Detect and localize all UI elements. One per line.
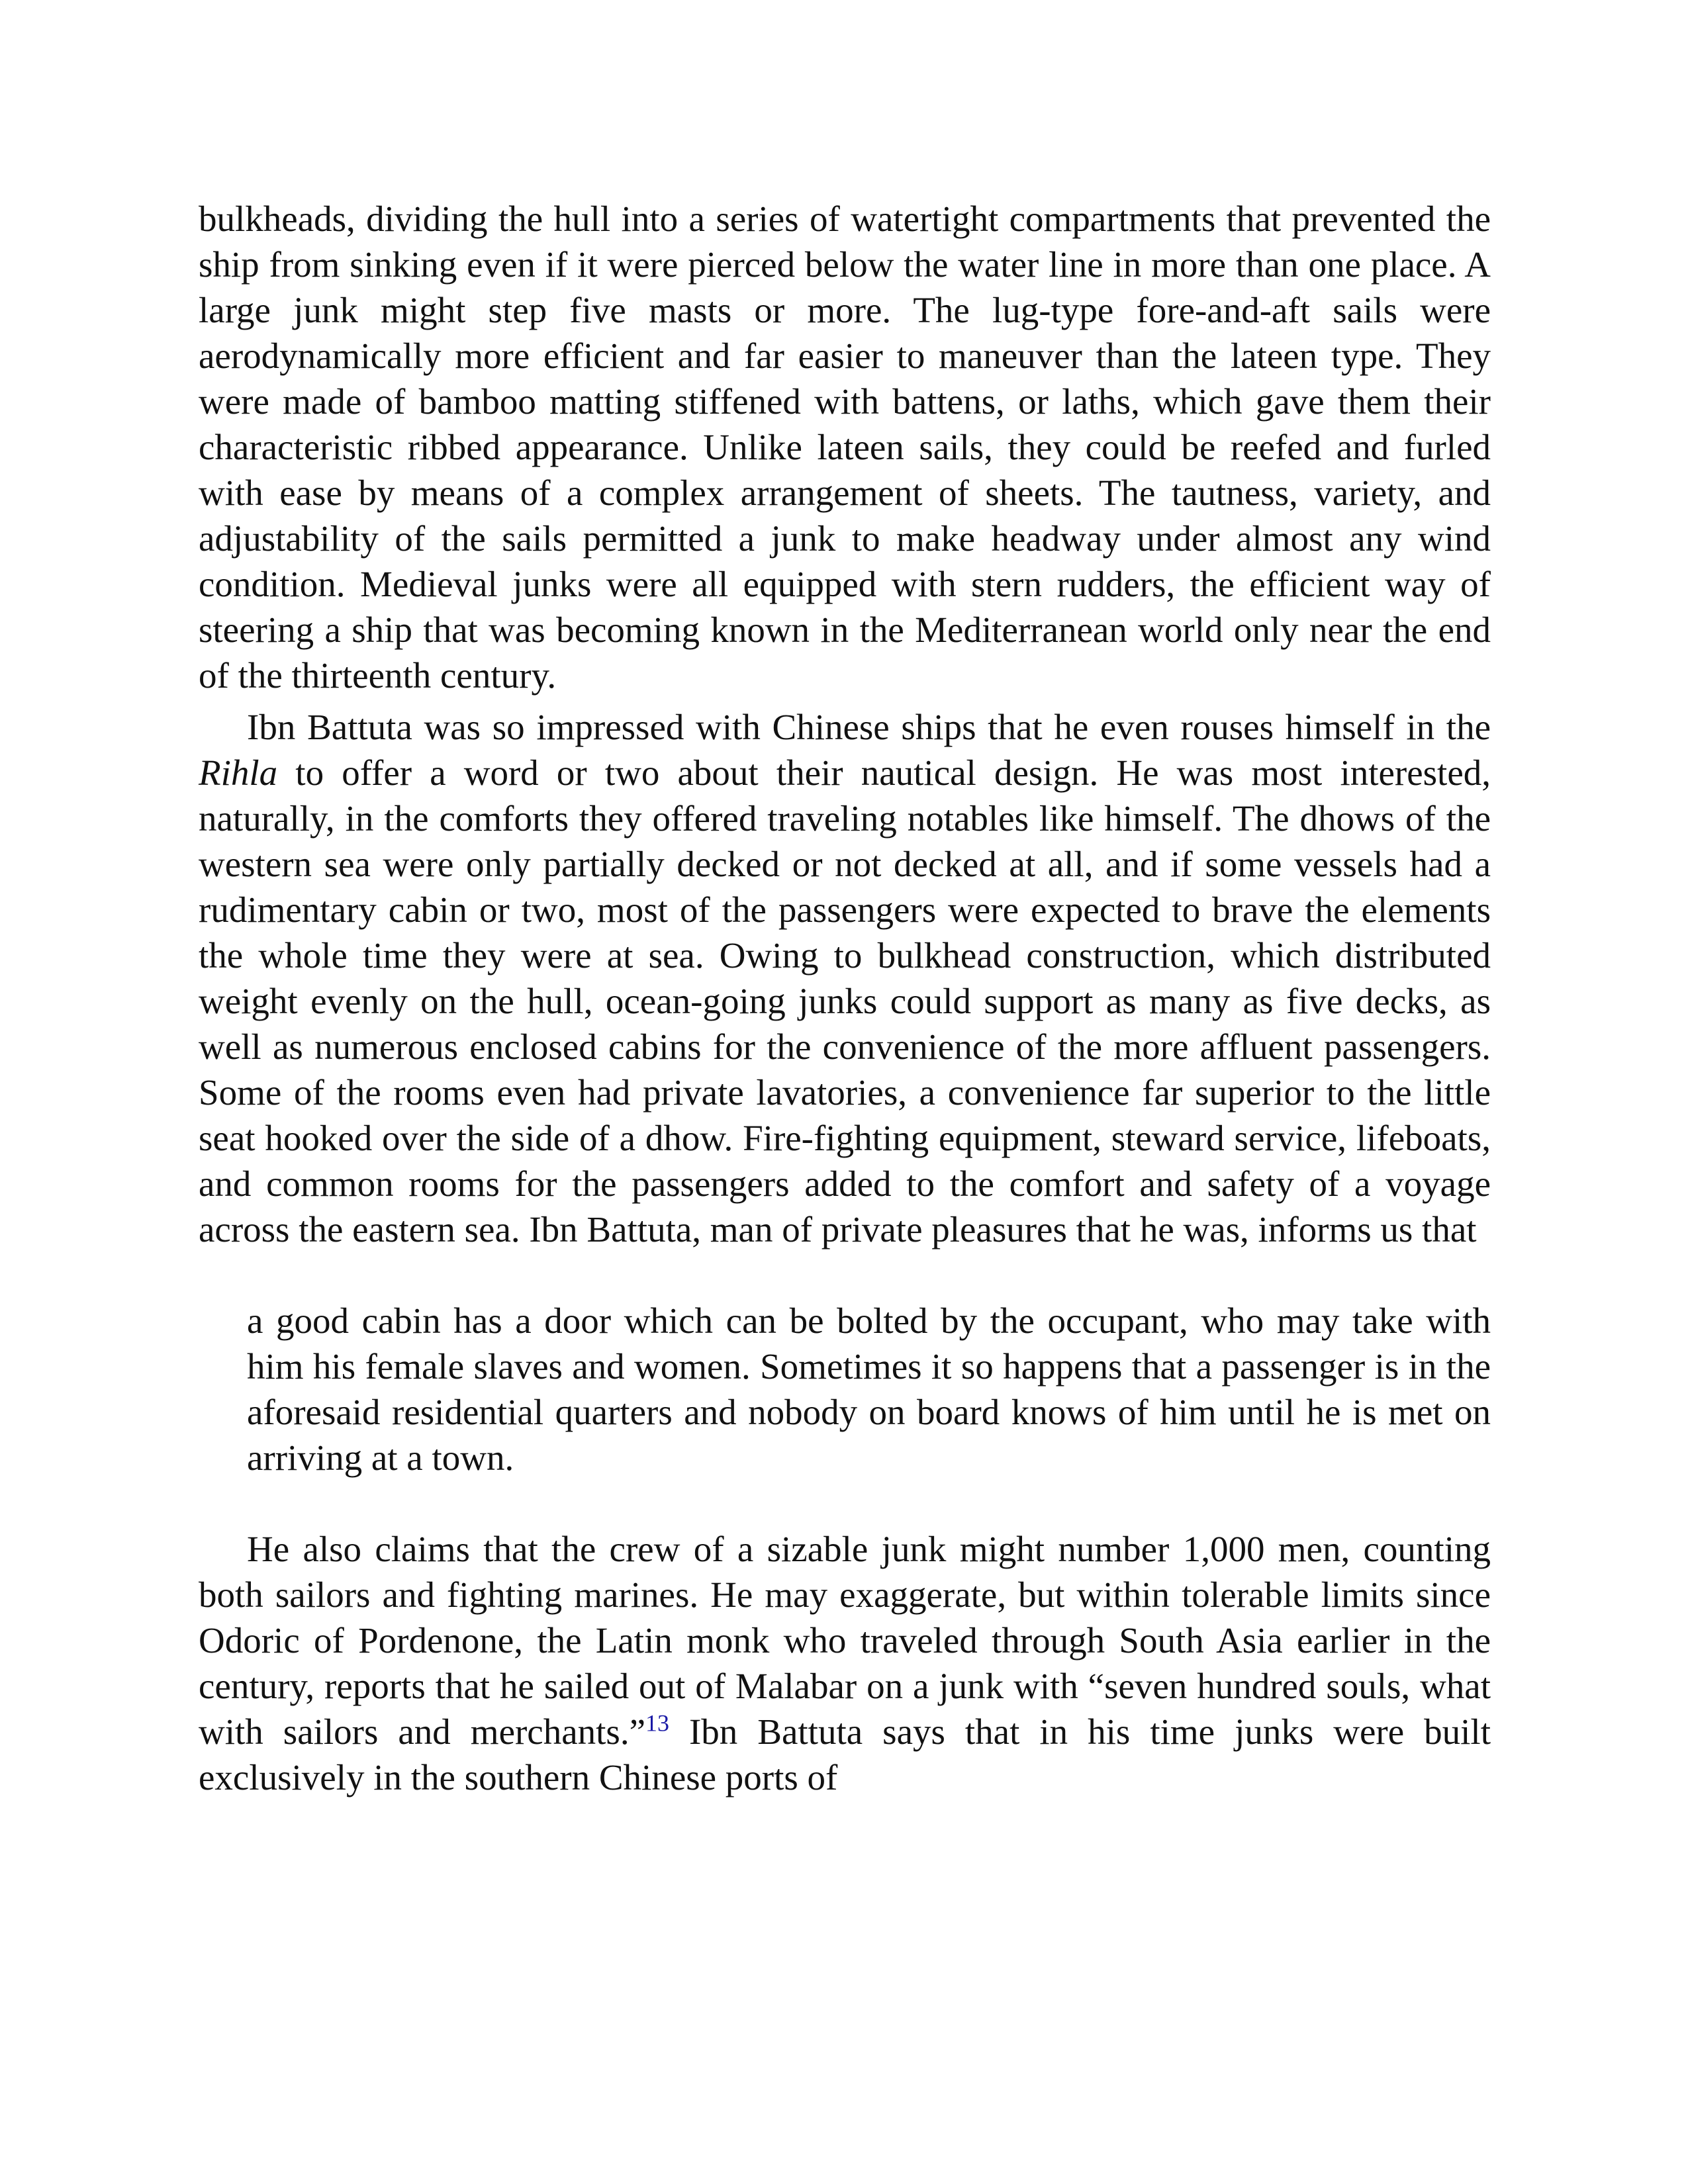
footnote-link[interactable]: 13 — [645, 1709, 669, 1737]
block-quote-cabin — [247, 1298, 1491, 1480]
paragraph-crew — [199, 1526, 1491, 1800]
paragraph-text: bulkheads, dividing the hull into a series of watertight compartments that prevented the ship from sinking even if it were pierced below the water line in more than one place. A large junk might step five masts or more. The lug-type fore-and-aft sails were aerodynamically more efficient and far easier to maneuver than the lateen type. They were made of bamboo matting stiffened with battens, or laths, which gave them their characteristic ribbed appearance. Unlike lateen sails, they could be reefed and furled with ease by means of a complex arrangement of sheets. The tautness, variety, and adjustability of the sails permitted a junk to make headway under almost any wind condition. Medieval junks were all equipped with stern rudders, the efficient way of steering a ship that was becoming known in the Mediterranean world only near the end of the thirteenth century. — [199, 199, 1491, 696]
book-title-rihla: Rihla — [199, 752, 278, 793]
paragraph-text: He also claims that the crew of a sizable junk might number 1,000 men, counting both sailors and fighting marines. He may exaggerate, but within tolerable limits since Odoric of Pordenone, the Latin monk who traveled through South Asia earlier in the century, reports that he sailed out of Malabar on a junk with “seven hundred souls, what with sailors and merchants.” — [199, 1529, 1491, 1752]
paragraph-text: Ibn Battuta was so impressed with Chinese ships that he even rouses himself in the — [247, 707, 1491, 747]
quote-text: a good cabin has a door which can be bolted by the occupant, who may take with him his female slaves and women. Sometimes it so happens that a passenger is in the aforesaid residential quarters and nobody on board knows of him until he is met on arriving at a town. — [247, 1300, 1491, 1478]
paragraph-chinese-ships — [199, 704, 1491, 1252]
paragraph-bulkheads — [199, 196, 1491, 698]
paragraph-text: to offer a word or two about their nautical design. He was most interested, naturally, in the comforts they offered traveling notables like himself. The dhows of the western sea were only partially decked or not decked at all, and if some vessels had a rudimentary cabin or two, most of the passengers were expected to brave the elements the whole time they were at sea. Owing to bulkhead construction, which distributed weight evenly on the hull, ocean-going junks could support as many as five decks, as well as numerous enclosed cabins for the convenience of the more affluent passengers. Some of the rooms even had private lavatories, a convenience far superior to the little seat hooked over the side of a dhow. Fire-fighting equipment, steward service, lifeboats, and common rooms for the passengers added to the comfort and safety of a voyage across the eastern sea. Ibn Battuta, man of private pleasures that he was, informs us that — [199, 752, 1491, 1250]
page-body — [199, 196, 1491, 1800]
paragraph-text: Ibn Battuta says that in his time junks were built exclusively in the southern Chinese ports of — [199, 1711, 1491, 1797]
